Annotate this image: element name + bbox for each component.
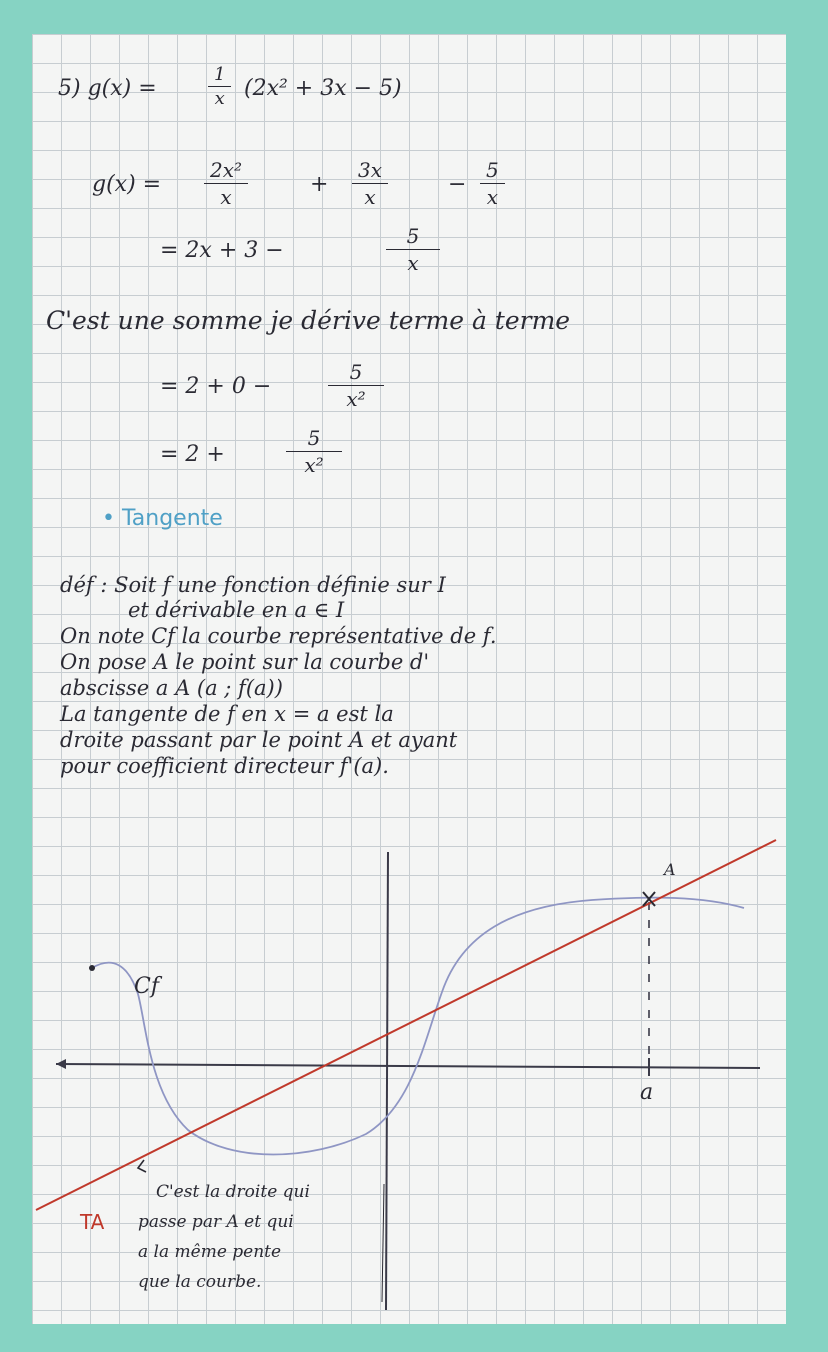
x-axis-arrow bbox=[56, 1059, 66, 1069]
definition-line-3: On note Cf la courbe représentative de f. bbox=[60, 624, 497, 648]
definition-line-7: droite passant par le point A et ayant bbox=[60, 728, 458, 752]
fraction-5-over-x-2: 5 x bbox=[386, 224, 440, 275]
note-line-1: C'est la droite qui bbox=[156, 1182, 310, 1202]
notebook-page bbox=[32, 34, 786, 1324]
definition-line-1: déf : Soit f une fonction définie sur I bbox=[60, 573, 446, 597]
minus-sign: − bbox=[448, 172, 467, 197]
exercise-line-4: = 2 + 0 − bbox=[160, 374, 272, 399]
exercise-line-3: = 2x + 3 − bbox=[160, 238, 284, 263]
x-axis bbox=[56, 1064, 760, 1068]
note-pointer bbox=[138, 1160, 146, 1172]
tangent-line bbox=[36, 840, 776, 1210]
exercise-line-1: 5) g(x) = bbox=[58, 76, 157, 101]
fraction-5-over-x2-final: 5 x² bbox=[286, 426, 342, 477]
fraction-5-over-x2: 5 x² bbox=[328, 360, 384, 411]
definition-line-2: et dérivable en a ∈ I bbox=[128, 598, 345, 622]
note-line-2: passe par A et qui bbox=[138, 1212, 294, 1232]
curve-label: Cf bbox=[134, 974, 159, 999]
definition-line-8: pour coefficient directeur f'(a). bbox=[60, 754, 389, 778]
exercise-line-2-lhs: g(x) = bbox=[92, 172, 162, 197]
fraction-3x-over-x: 3x x bbox=[352, 158, 388, 209]
definition-line-6: La tangente de f en x = a est la bbox=[60, 702, 394, 726]
exercise-line-1-rest: (2x² + 3x − 5) bbox=[244, 76, 402, 101]
plus-sign: + bbox=[310, 172, 329, 197]
fraction-2x2-over-x: 2x² x bbox=[204, 158, 248, 209]
y-axis bbox=[386, 852, 388, 1310]
note-line-4: que la courbe. bbox=[138, 1272, 262, 1292]
curve-start-dot bbox=[89, 965, 95, 971]
curve-cf bbox=[92, 898, 744, 1155]
note-border bbox=[382, 1184, 384, 1302]
definition-line-5: abscisse a A (a ; f(a)) bbox=[60, 676, 283, 700]
tangent-label: TA bbox=[80, 1210, 105, 1234]
note-line-3: a la même pente bbox=[138, 1242, 282, 1262]
comment-derivative: C'est une somme je dérive terme à terme bbox=[46, 306, 571, 335]
section-title: Tangente bbox=[121, 506, 223, 531]
x-value-label: a bbox=[640, 1080, 654, 1105]
bullet: • bbox=[102, 506, 115, 531]
fraction-5-over-x: 5 x bbox=[480, 158, 505, 209]
exercise-line-5: = 2 + bbox=[160, 442, 225, 467]
point-a-label: A bbox=[664, 860, 676, 879]
definition-line-4: On pose A le point sur la courbe d' bbox=[60, 650, 430, 674]
exercise-line-1-fraction: 1 x bbox=[208, 64, 231, 109]
tangent-graph bbox=[32, 34, 786, 1324]
